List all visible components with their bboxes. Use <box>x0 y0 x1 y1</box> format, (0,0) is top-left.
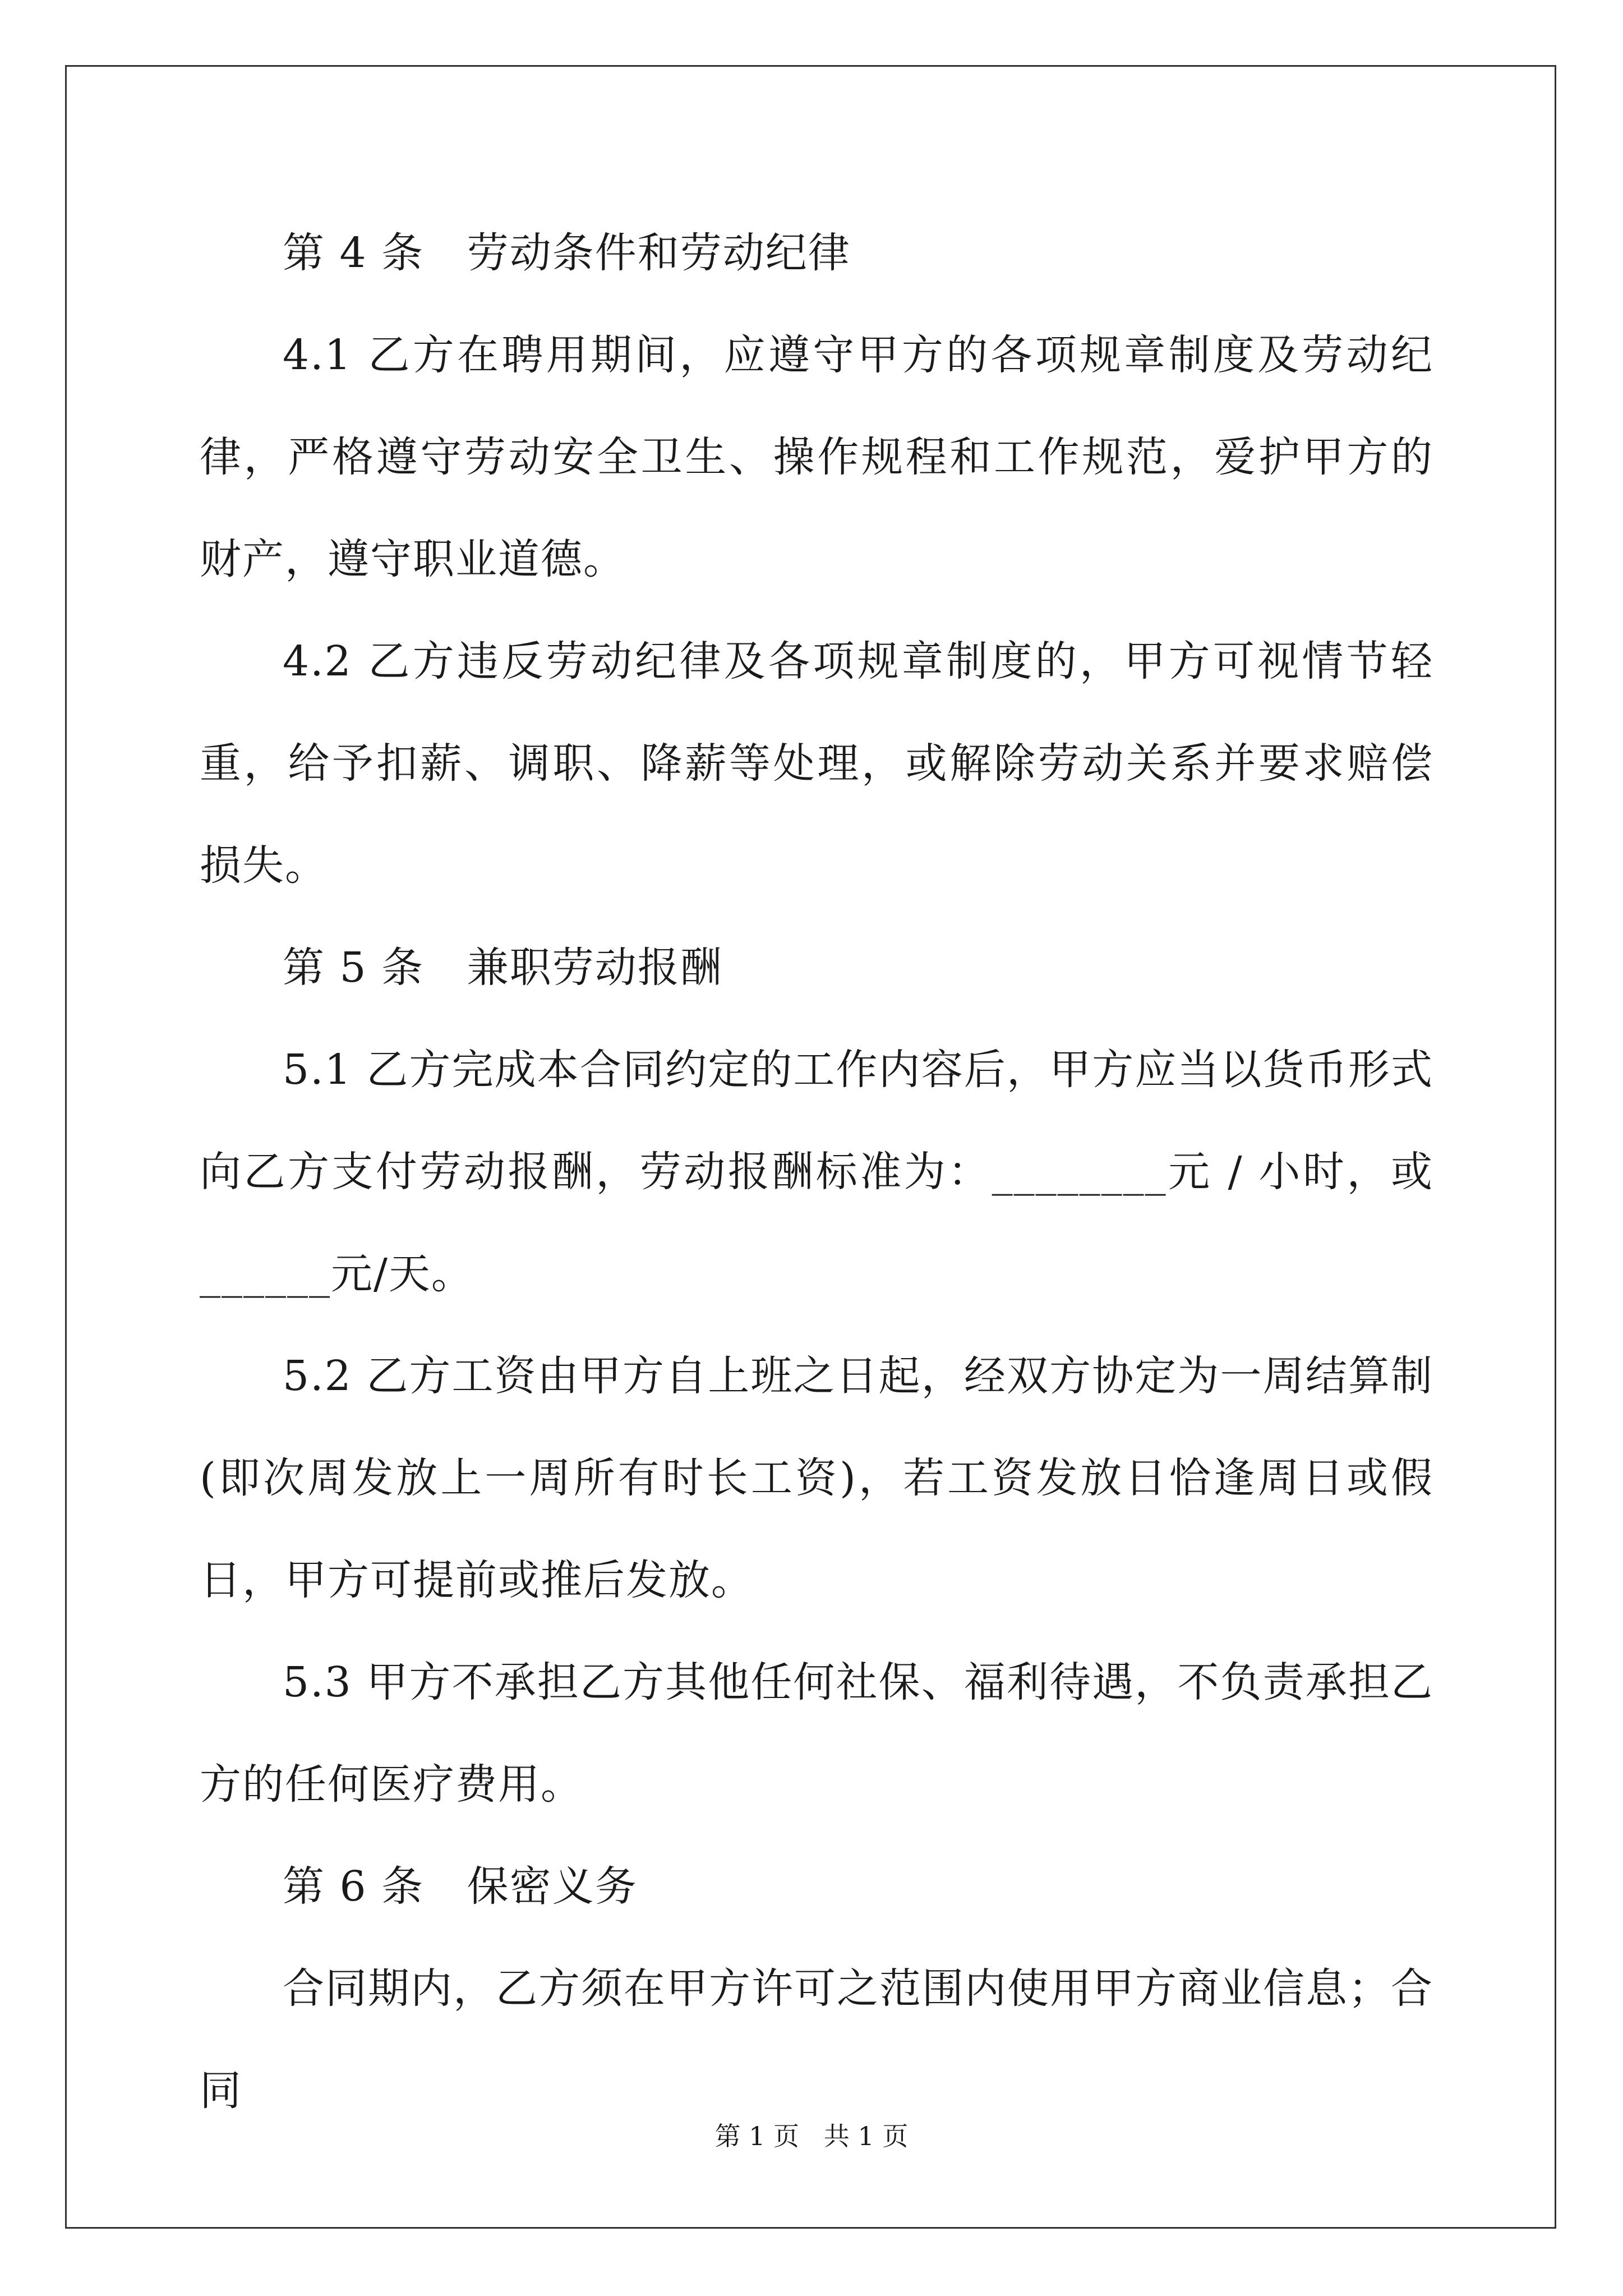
clause-4-1: 4.1 乙方在聘用期间，应遵守甲方的各项规章制度及劳动纪律，严格遵守劳动安全卫生、操作规程和工作规范，爱护甲方的财产，遵守职业道德。 <box>200 331 1433 583</box>
clause-5-2: 5.2 乙方工资由甲方自上班之日起，经双方协定为一周结算制(即次周发放上一周所有时长工资)，若工资发放日恰逢周日或假日，甲方可提前或推后发放。 <box>200 1352 1433 1604</box>
clause-5-1: 5.1 乙方完成本合同约定的工作内容后，甲方应当以货币形式向乙方支付劳动报酬，劳动报酬标准为：________元 / 小时，或______元/天。 <box>200 1046 1433 1298</box>
document-body <box>200 202 1433 2142</box>
clause-6-text: 合同期内，乙方须在甲方许可之范围内使用甲方商业信息；合同 <box>200 1964 1433 2115</box>
article-4-title: 第 4 条 劳动条件和劳动纪律 <box>283 229 851 277</box>
page-footer: 第 1 页 共 1 页 <box>714 2121 909 2151</box>
article-6-title: 第 6 条 保密义务 <box>283 1862 638 1911</box>
clause-4-2: 4.2 乙方违反劳动纪律及各项规章制度的，甲方可视情节轻重，给予扣薪、调职、降薪等处理，或解除劳动关系并要求赔偿损失。 <box>200 637 1433 890</box>
clause-5-3: 5.3 甲方不承担乙方其他任何社保、福利待遇，不负责承担乙方的任何医疗费用。 <box>200 1658 1433 1809</box>
article-5-title: 第 5 条 兼职劳动报酬 <box>283 944 723 992</box>
